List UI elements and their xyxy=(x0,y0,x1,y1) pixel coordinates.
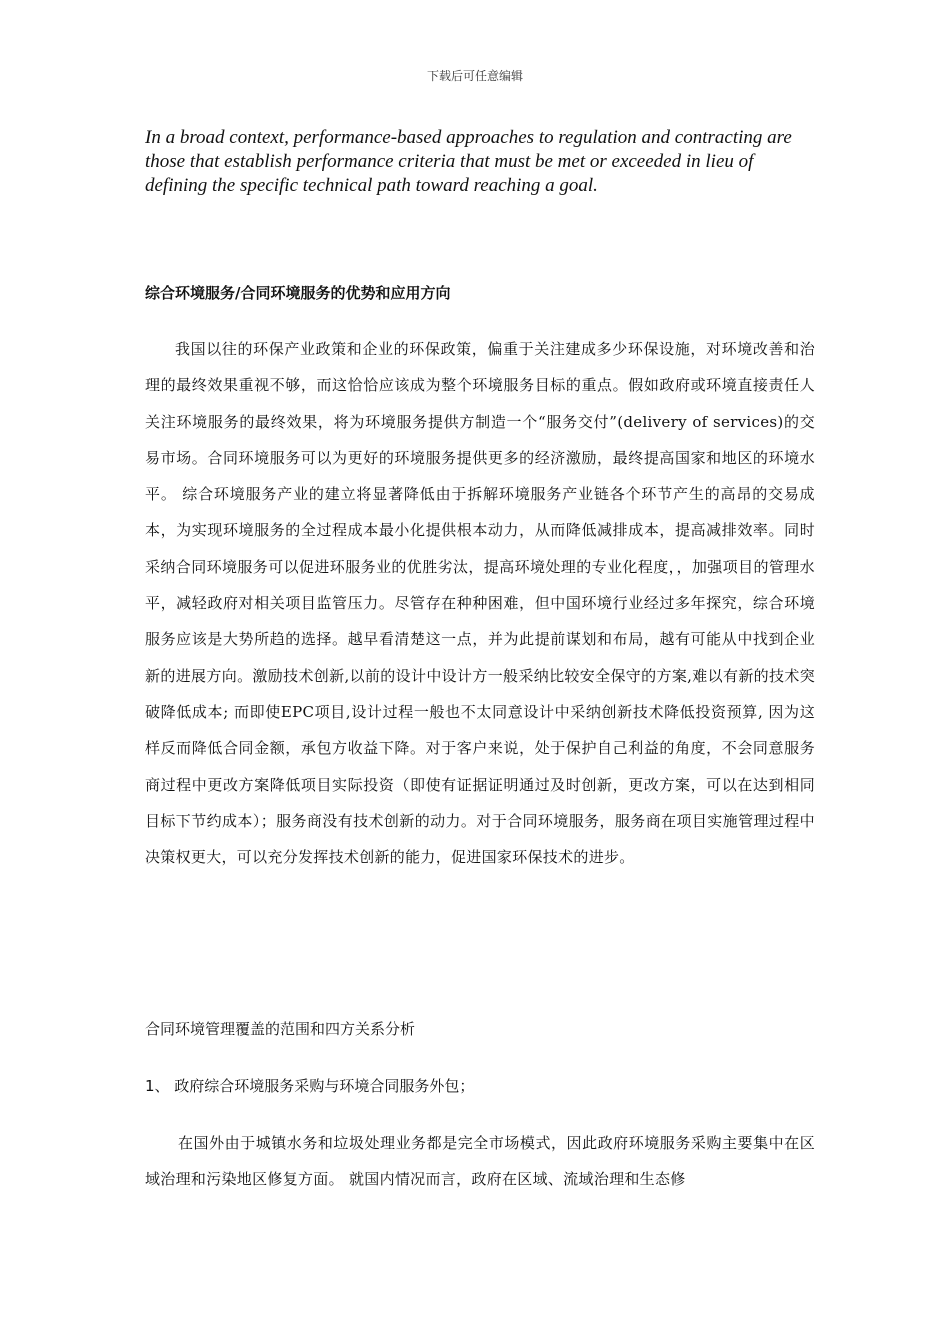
body-paragraph: 我国以往的环保产业政策和企业的环保政策，偏重于关注建成多少环保设施，对环境改善和治理的最终效果重视不够，而这恰恰应该成为整个环境服务目标的重点。假如政府或环境直接责任人关注环境服务的最终效果，将为环境服务提供方制造一个“服务交付”(delivery of services)的交易市场。合同环境服务可以为更好的环境服务提供更多的经济激励，最终提高国家和地区的环境水平。 综合环境服务产业的建立将显著降低由于拆解环境服务产业链各个环节产生的高昂的交易成本，为实现环境服务的全过程成本最小化提供根本动力，从而降低减排成本，提高减排效率。同时采纳合同环境服务可以促进环服务业的优胜劣汰，提高环境处理的专业化程度，，加强项目的管理水平，减轻政府对相关项目监管压力。尽管存在种种困难，但中国环境行业经过多年探究，综合环境服务应该是大势所趋的选择。越早看清楚这一点，并为此提前谋划和布局，越有可能从中找到企业新的进展方向。激励技术创新,以前的设计中设计方一般采纳比较安全保守的方案,难以有新的技术突破降低成本; 而即使EPC项目,设计过程一般也不太同意设计中采纳创新技术降低投资预算, 因为这样反而降低合同金额，承包方收益下降。对于客户来说，处于保护自己利益的角度，不会同意服务商过程中更改方案降低项目实际投资（即使有证据证明通过及时创新，更改方案，可以在达到相同目标下节约成本）；服务商没有技术创新的动力。对于合同环境服务，服务商在项目实施管理过程中决策权更大，可以充分发挥技术创新的能力，促进国家环保技术的进步。 xyxy=(145,340,815,867)
list-item: 1、 政府综合环境服务采购与环境合同服务外包； xyxy=(145,1077,475,1095)
page-header-note: 下载后可任意编辑 xyxy=(426,69,523,83)
section-heading: 综合环境服务/合同环境服务的优势和应用方向 xyxy=(145,284,451,302)
subsection-heading: 合同环境管理覆盖的范围和四方关系分析 xyxy=(145,1020,416,1038)
body-paragraph-2: 在国外由于城镇水务和垃圾处理业务都是完全市场模式，因此政府环境服务采购主要集中在区域治理和污染地区修复方面。 就国内情况而言，政府在区域、流域治理和生态修 xyxy=(145,1134,815,1189)
english-quote: In a broad context, performance-based approaches to regulation and contracting are those that establish performance criteria that must be met or exceeded in lieu of defining the specific technical path toward reaching a goal. xyxy=(145,127,792,196)
